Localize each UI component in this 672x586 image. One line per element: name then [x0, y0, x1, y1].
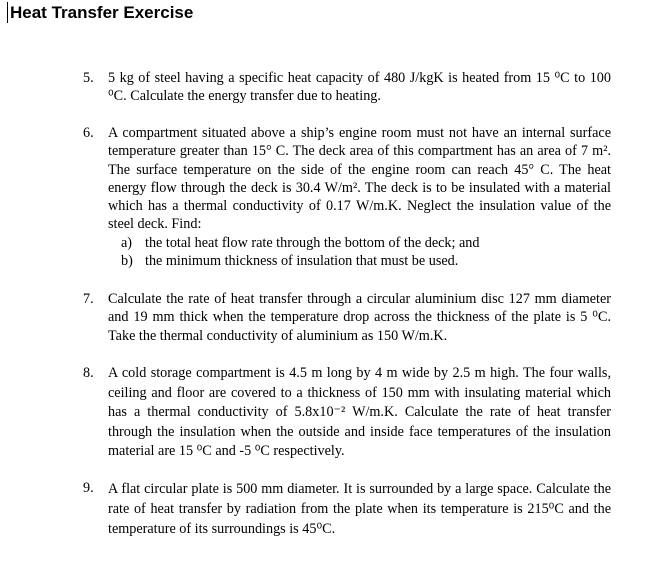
question-number: 8. [83, 365, 94, 381]
question-text: A flat circular plate is 500 mm diameter. It is surrounded by a large space. Calculate the rate of heat transfer by radiation from the plate when its temperature is 215⁰C and the temperature of its surroundings is 45⁰C. [108, 481, 611, 537]
question-6 [83, 124, 611, 270]
question-text: A compartment situated above a ship’s engine room must not have an internal surface temperature greater than 15° C. The deck area of this compartment has an area of 7 m². The surface temperature on the side of the engine room can reach 45° C. The heat energy flow through the deck is 30.4 W/m². The deck is to be insulated with a material which has a thermal conductivity of 0.17 W/m.K. Neglect the insulation value of the steel deck. Find: [108, 125, 611, 233]
question-7 [83, 290, 611, 345]
question-number: 7. [83, 291, 94, 307]
page-title: Heat Transfer Exercise [7, 2, 193, 23]
question-text: 5 kg of steel having a specific heat capacity of 480 J/kgK is heated from 15 ⁰C to 100 ⁰C. Calculate the energy transfer due to heating. [108, 70, 611, 105]
question-5 [83, 69, 611, 106]
part-label: a) [121, 234, 133, 251]
question-8 [83, 364, 611, 462]
part-text: the total heat flow rate through the bottom of the deck; and [145, 234, 480, 251]
part-b [121, 252, 611, 270]
question-number: 5. [83, 70, 94, 86]
part-label: b) [121, 253, 133, 270]
part-text: the minimum thickness of insulation that must be used. [145, 253, 459, 270]
question-9 [83, 479, 611, 539]
part-a [121, 234, 611, 252]
question-text: Calculate the rate of heat transfer through a circular aluminium disc 127 mm diameter and 19 mm thick when the temperature drop across the thickness of the plate is 5 ⁰C. Take the thermal conductivity of aluminium as 150 W/m.K. [108, 291, 611, 344]
question-text: A cold storage compartment is 4.5 m long by 4 m wide by 2.5 m high. The four walls, ceiling and floor are covered to a thickness of 150 mm with insulating material which has a thermal conductivity of 5.8x10⁻² W/m.K. Calculate the rate of heat transfer through the insulation when the outside and inside face temperatures of the insulation material are 15 ⁰C and -5 ⁰C respectively. [108, 365, 611, 459]
question-number: 6. [83, 125, 94, 141]
question-number: 9. [83, 480, 94, 496]
